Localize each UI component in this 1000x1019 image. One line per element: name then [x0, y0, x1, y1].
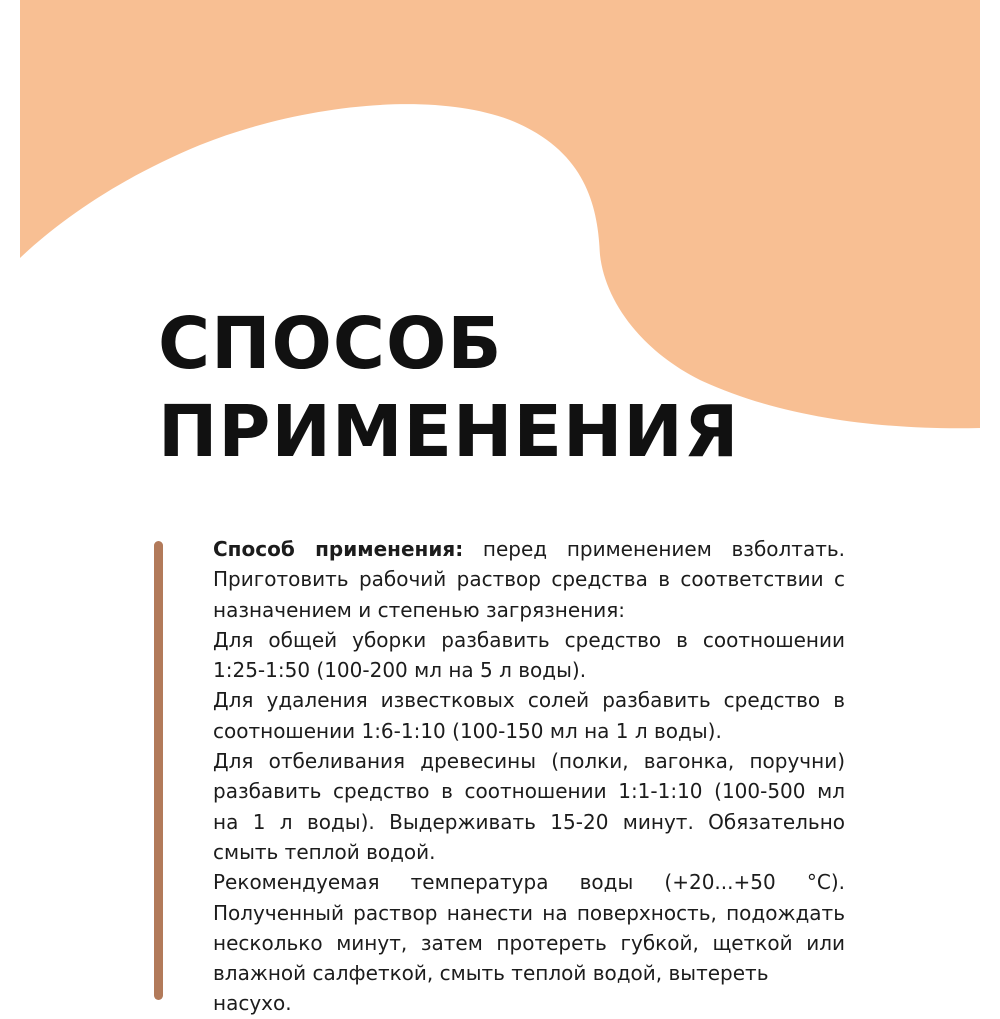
page-title-line-1: СПОСОБ [158, 302, 503, 385]
page-title [158, 300, 739, 476]
instructions-wood-whitening: Для отбеливания древесины (полки, вагонка, поручни) разбавить средство в соотношении 1:1-1:10 (100-500 мл на 1 л воды). Выдерживать 15-20 минут. Обязательно смыть теплой водой. [213, 749, 845, 864]
instructions-label: Способ применения: [213, 537, 464, 561]
instructions-intro-text: перед применением взболтать. Приготовить рабочий раствор средства в соответствии с назначением и степенью загрязнения: [213, 537, 845, 622]
page-title-line-2: ПРИМЕНЕНИЯ [158, 390, 740, 473]
instructions-intro [213, 534, 845, 625]
instructions-general-cleaning: Для общей уборки разбавить средство в соотношении 1:25-1:50 (100-200 мл на 5 л воды). [213, 627, 845, 683]
instructions-ending: насухо. [213, 991, 292, 1016]
instructions-lime-salts: Для удаления известковых солей разбавить средство в соотношении 1:6-1:10 (100-150 мл на 1 л воды). [213, 688, 845, 743]
instructions-text [213, 534, 845, 1019]
instructions-temperature: Рекомендуемая температура воды (+20...+50 °C). Полученный раствор нанести на поверхность, подождать несколько минут, затем протереть губкой, щеткой или влажной салфеткой, смыть теплой водой, вытереть [213, 870, 845, 986]
accent-bar [154, 541, 163, 1000]
